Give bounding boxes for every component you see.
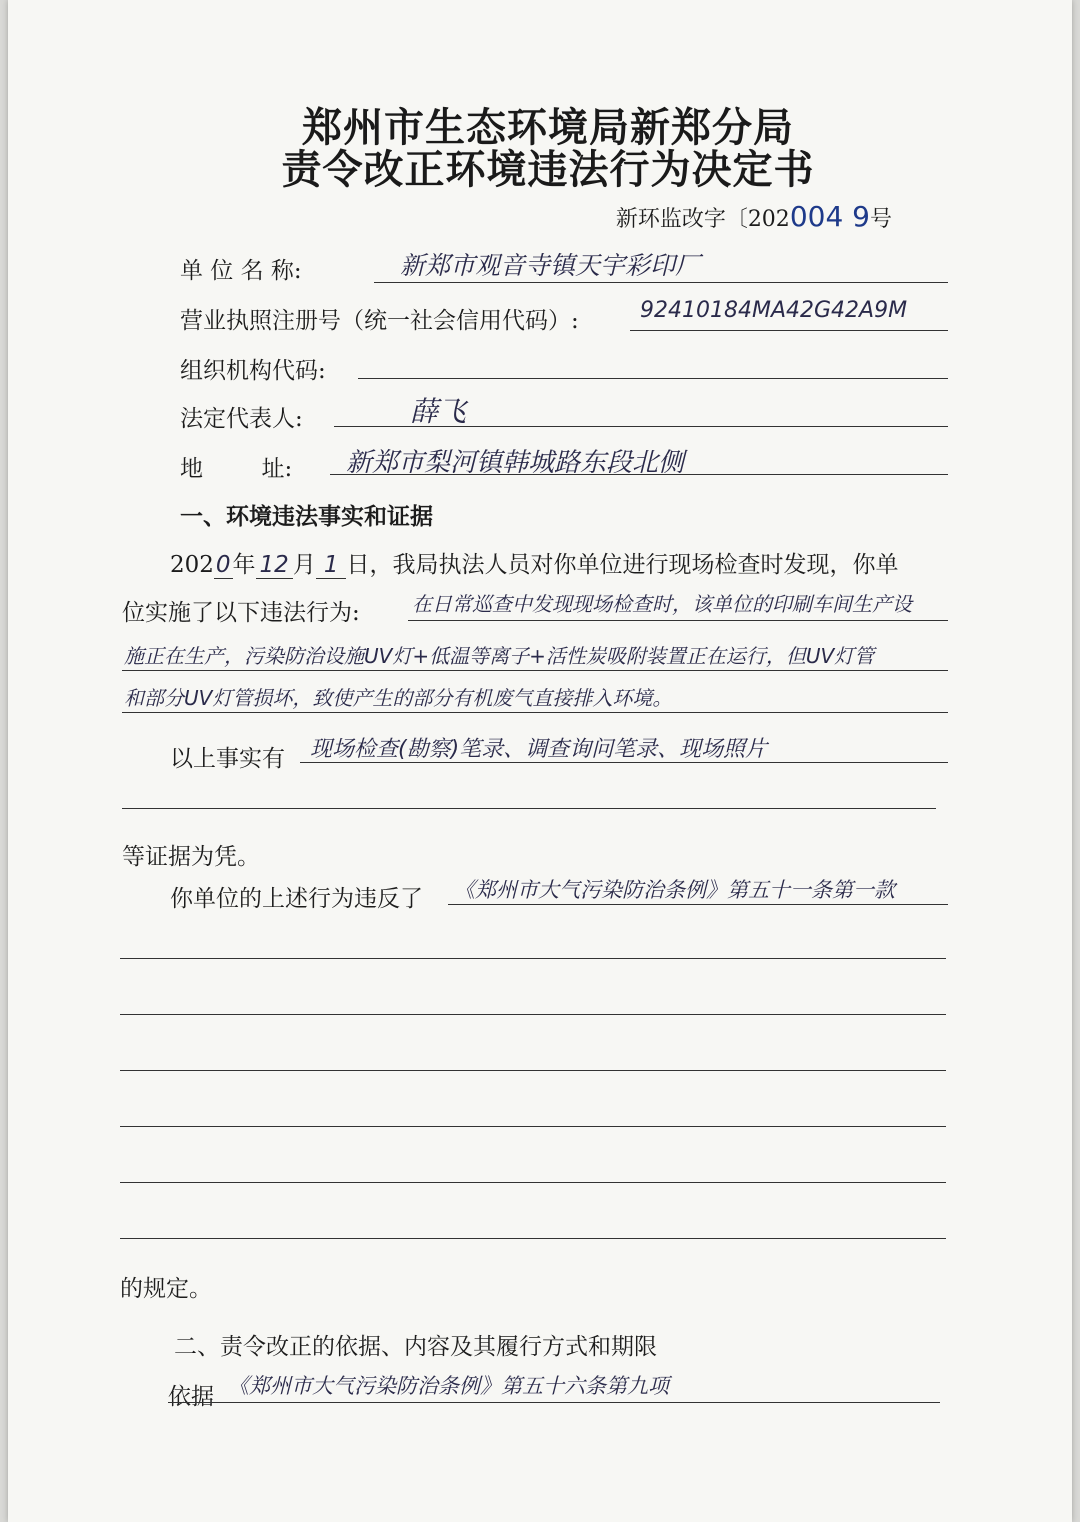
date-prefix: 202 bbox=[170, 552, 214, 578]
violation-underline-2 bbox=[122, 670, 948, 671]
date-month: 12 bbox=[256, 552, 293, 579]
violation-underline-3 bbox=[122, 712, 948, 713]
doc-number-prefix: 新环监改字〔202 bbox=[615, 207, 790, 232]
section2-heading: 二、责令改正的依据、内容及其履行方式和期限 bbox=[174, 1334, 657, 1360]
basis-underline bbox=[168, 1402, 940, 1403]
license-label: 营业执照注册号（统一社会信用代码）: bbox=[180, 308, 579, 334]
violation-line3: 和部分UV灯管损坏，致使产生的部分有机废气直接排入环境。 bbox=[124, 686, 673, 710]
basis-prefix: 依据 bbox=[168, 1384, 214, 1410]
document-number bbox=[616, 200, 892, 233]
violates-underline-1 bbox=[448, 904, 948, 905]
inspection-date-line bbox=[170, 546, 898, 579]
blank-line-5 bbox=[120, 1182, 946, 1183]
basis-value: 《郑州市大气污染防治条例》第五十六条第九项 bbox=[228, 1374, 669, 1398]
violation-underline-1 bbox=[408, 620, 948, 621]
legal-rep-label: 法定代表人: bbox=[180, 406, 303, 432]
blank-line-3 bbox=[120, 1070, 946, 1071]
doc-number-suffix: 号 bbox=[869, 207, 892, 232]
violates-prefix: 你单位的上述行为违反了 bbox=[170, 886, 423, 912]
license-underline bbox=[630, 330, 948, 331]
document-title-line1: 郑州市生态环境局新郑分局 bbox=[302, 104, 794, 151]
regulation-suffix: 的规定。 bbox=[120, 1276, 212, 1302]
section1-heading: 一、环境违法事实和证据 bbox=[180, 503, 433, 530]
blank-line-1 bbox=[120, 958, 946, 959]
date-post: 日，我局执法人员对你单位进行现场检查时发现，你单 bbox=[346, 552, 899, 578]
violation-line2: 施正在生产，污染防治设施UV灯+低温等离子+活性炭吸附装置正在运行，但UV灯管 bbox=[124, 644, 875, 668]
blank-line-2 bbox=[120, 1014, 946, 1015]
violation-line1: 在日常巡查中发现现场检查时，该单位的印刷车间生产设 bbox=[412, 592, 912, 616]
unit-name-value: 新郑市观音寺镇天宇彩印厂 bbox=[400, 251, 701, 280]
evidence-suffix: 等证据为凭。 bbox=[122, 844, 260, 870]
date-year-word: 年 bbox=[232, 552, 256, 578]
unit-name-label: 单 位 名 称: bbox=[180, 258, 302, 284]
document-page bbox=[8, 0, 1072, 1522]
blank-line-4 bbox=[120, 1126, 946, 1127]
address-value: 新郑市梨河镇韩城路东段北侧 bbox=[346, 448, 685, 478]
legal-rep-value: 薛飞 bbox=[410, 395, 467, 428]
date-month-word: 月 bbox=[292, 552, 316, 578]
date-year-digit: 0 bbox=[215, 552, 231, 578]
evidence-value: 现场检查(勘察)笔录、调查询问笔录、现场照片 bbox=[310, 737, 768, 762]
violates-value: 《郑州市大气污染防治条例》第五十一条第一款 bbox=[454, 878, 895, 902]
license-value: 92410184MA42G42A9M bbox=[640, 298, 908, 323]
address-label: 地 址: bbox=[180, 456, 293, 482]
evidence-prefix: 以上事实有 bbox=[170, 746, 285, 772]
date-day: 1 bbox=[316, 552, 347, 579]
org-code-underline bbox=[358, 378, 948, 379]
violation-prefix: 位实施了以下违法行为: bbox=[122, 600, 360, 626]
blank-line-6 bbox=[120, 1238, 946, 1239]
org-code-label: 组织机构代码: bbox=[180, 358, 326, 384]
doc-number-handwritten: 004 9 bbox=[789, 200, 870, 233]
unit-name-underline bbox=[374, 282, 948, 283]
evidence-underline-2 bbox=[122, 808, 936, 809]
document-title-line2: 责令改正环境违法行为决定书 bbox=[281, 146, 815, 193]
